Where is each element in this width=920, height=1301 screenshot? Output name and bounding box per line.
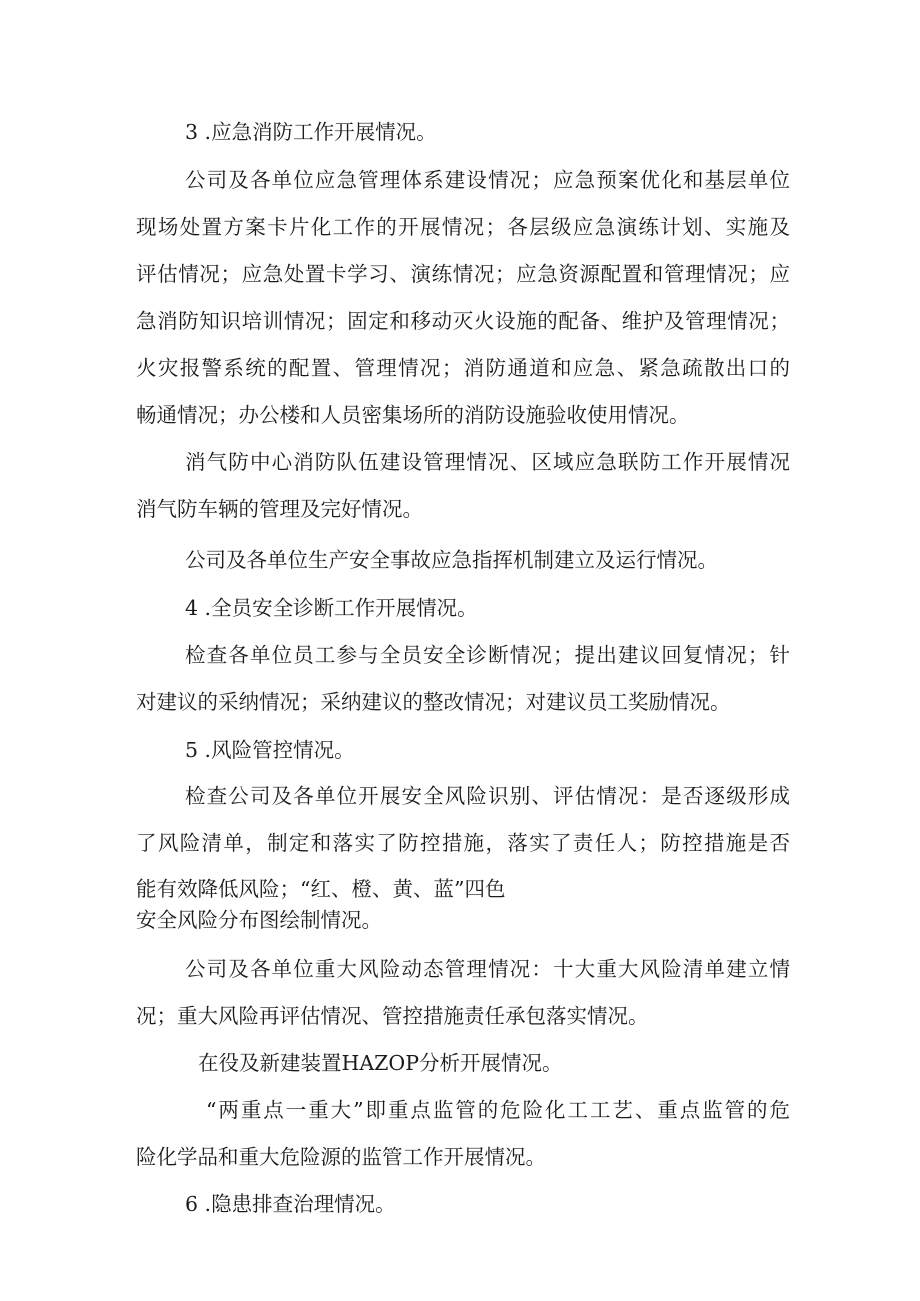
paragraph-line: 安全风险分布图绘制情况。 — [136, 908, 382, 932]
section-heading-6: 6 .隐患排查治理情况。 — [185, 1192, 396, 1216]
paragraph-line: 检查公司及各单位开展安全风险识别、评估情况：是否逐级形成 — [185, 784, 790, 808]
section-heading-3: 3 .应急消防工作开展情况。 — [185, 120, 437, 144]
paragraph-line: 公司及各单位应急管理体系建设情况；应急预案优化和基层单位 — [185, 168, 790, 192]
paragraph-line: “两重点一重大”即重点监管的危险化工工艺、重点监管的危 — [206, 1098, 790, 1122]
paragraph-line: 能有效降低风险；“红、橙、黄、蓝”四色 — [136, 877, 506, 901]
section-heading-4: 4 .全员安全诊断工作开展情况。 — [185, 596, 478, 620]
paragraph-line: 况；重大风险再评估情况、管控措施责任承包落实情况。 — [136, 1004, 649, 1028]
paragraph-line: 消气防车辆的管理及完好情况。 — [136, 497, 423, 521]
paragraph-line: 公司及各单位生产安全事故应急指挥机制建立及运行情况。 — [185, 548, 718, 572]
paragraph-line: 公司及各单位重大风险动态管理情况：十大重大风险清单建立情 — [185, 957, 790, 981]
paragraph-line: 畅通情况；办公楼和人员密集场所的消防设施验收使用情况。 — [136, 403, 690, 427]
paragraph-line: 了风险清单，制定和落实了防控措施，落实了责任人；防控措施是否 — [136, 831, 790, 855]
paragraph-line: 火灾报警系统的配置、管理情况；消防通道和应急、紧急疏散出口的 — [136, 356, 790, 380]
paragraph-line: 险化学品和重大危险源的监管工作开展情况。 — [136, 1145, 546, 1169]
paragraph-line: 现场处置方案卡片化工作的开展情况；各层级应急演练计划、实施及 — [136, 215, 790, 239]
paragraph-line: 急消防知识培训情况；固定和移动灭火设施的配备、维护及管理情况； — [136, 309, 790, 333]
paragraph-line: 消气防中心消防队伍建设管理情况、区域应急联防工作开展情况 — [185, 450, 790, 474]
section-heading-5: 5 .风险管控情况。 — [185, 738, 355, 762]
paragraph-line: 在役及新建装置HAZOP分析开展情况。 — [198, 1051, 563, 1075]
paragraph-line: 检查各单位员工参与全员安全诊断情况；提出建议回复情况；针 — [185, 643, 790, 667]
paragraph-line: 评估情况；应急处置卡学习、演练情况；应急资源配置和管理情况；应 — [136, 262, 790, 286]
paragraph-line: 对建议的采纳情况；采纳建议的整改情况；对建议员工奖励情况。 — [136, 690, 731, 714]
